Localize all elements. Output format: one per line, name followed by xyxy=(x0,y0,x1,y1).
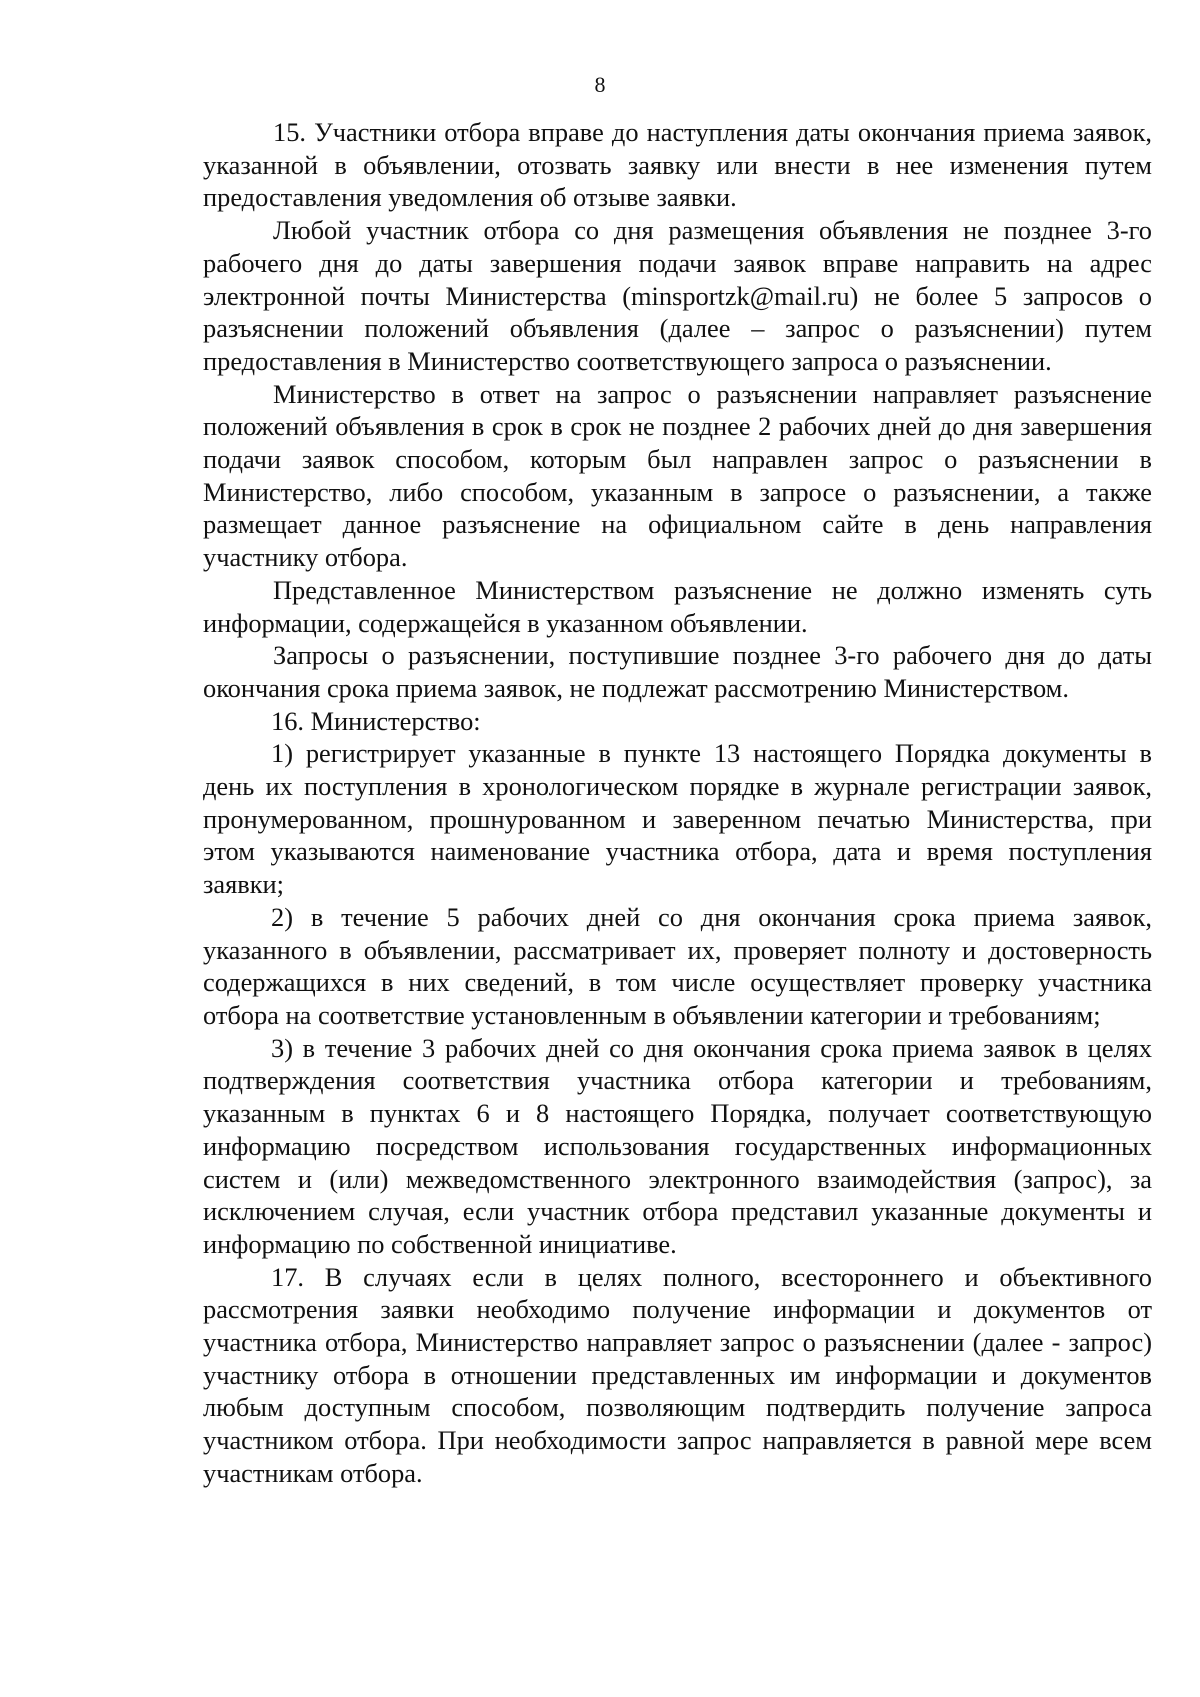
list-item-16-3: 3) в течение 3 рабочих дней со дня окончания срока приема заявок в целях подтверждения соответствия участника отбора категории и требованиям, указанным в пунктах 6 и 8 настоящего Порядка, получает соответствующую информацию посредством использования государственных информационных систем и (или) межведомственного электронного взаимодействия (запрос), за исключением случая, если участник отбора представил указанные документы и информацию по собственной инициативе. xyxy=(203,1032,1152,1259)
paragraph-clarification-content: Представленное Министерством разъяснение не должно изменять суть информации, содержащейся в указанном объявлении. xyxy=(203,574,1152,638)
paragraph-clarification-request: Любой участник отбора со дня размещения объявления не позднее 3-го рабочего дня до даты завершения подачи заявок вправе направить на адрес электронной почты Министерства (minsportzk@mail.ru) не более 5 запросов о разъяснении положений объявления (далее – запрос о разъяснении) путем предоставления в Министерство соответствующего запроса о разъяснении. xyxy=(203,215,1152,376)
page-number: 8 xyxy=(594,72,606,97)
list-item-16-2: 2) в течение 5 рабочих дней со дня окончания срока приема заявок, указанного в объявлении, рассматривает их, проверяет полноту и достоверность содержащихся в них сведений, в том числе осуществляет проверку участника отбора на соответствие установленным в объявлении категории и требованиям; xyxy=(203,901,1152,1030)
paragraph-15: 15. Участники отбора вправе до наступления даты окончания приема заявок, указанной в объявлении, отозвать заявку или внести в нее изменения путем предоставления уведомления об отзыве заявки. xyxy=(203,117,1152,213)
paragraph-16: 16. Министерство: xyxy=(271,705,481,736)
list-item-16-1: 1) регистрирует указанные в пункте 13 настоящего Порядка документы в день их поступления в хронологическом порядке в журнале регистрации заявок, пронумерованном, прошнурованном и заверенном печатью Министерства, при этом указываются наименование участника отбора, дата и время поступления заявки; xyxy=(203,738,1152,900)
document-body xyxy=(203,116,1152,1490)
paragraph-clarification-response: Министерство в ответ на запрос о разъяснении направляет разъяснение положений объявления в срок в срок не позднее 2 рабочих дней до дня завершения подачи заявок способом, которым был направлен запрос о разъяснении в Министерство, либо способом, указанным в запросе о разъяснении, а также размещает данное разъяснение на официальном сайте в день направления участнику отбора. xyxy=(203,378,1152,573)
paragraph-17: 17. В случаях если в целях полного, всестороннего и объективного рассмотрения заявки необходимо получение информации и документов от участника отбора, Министерство направляет запрос о разъяснении (далее - запрос) участнику отбора в отношении представленных им информации и документов любым доступным способом, позволяющим подтвердить получение запроса участником отбора. При необходимости запрос направляется в равной мере всем участникам отбора. xyxy=(203,1261,1152,1488)
paragraph-late-requests: Запросы о разъяснении, поступившие позднее 3-го рабочего дня до даты окончания срока приема заявок, не подлежат рассмотрению Министерством. xyxy=(203,640,1152,703)
